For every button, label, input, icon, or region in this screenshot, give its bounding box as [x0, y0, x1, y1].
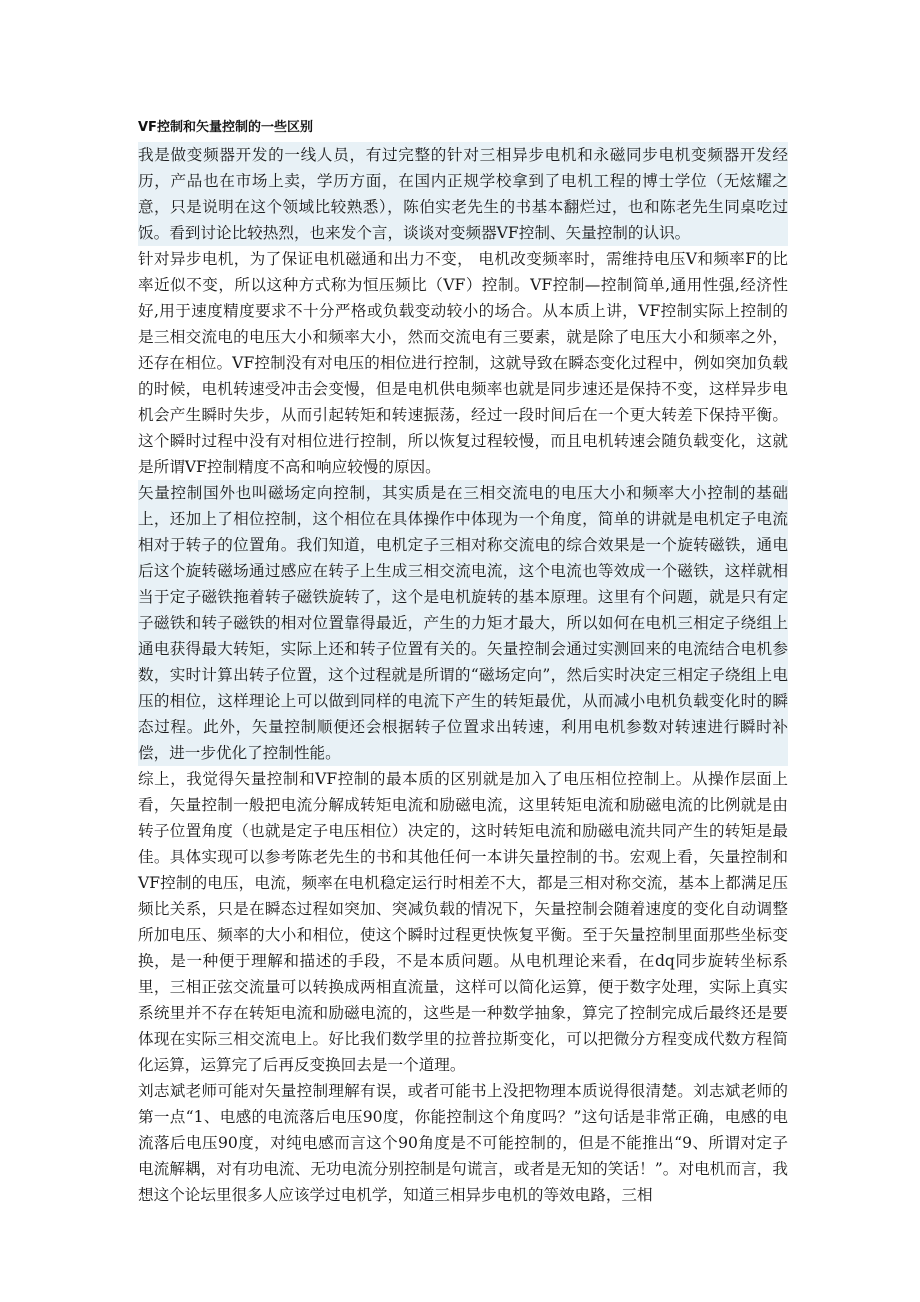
paragraph-intro: 我是做变频器开发的一线人员，有过完整的针对三相异步电机和永磁同步电机变频器开发经历，产品也在市场上卖，学历方面，在国内正规学校拿到了电机工程的博士学位（无炫耀之意，只是说明在这个领域比较熟悉），陈伯实老先生的书基本翻烂过，也和陈老先生同桌吃过饭。看到讨论比较热烈，也来发个言，谈谈对变频器VF控制、矢量控制的认识。: [138, 142, 788, 246]
paragraph-vf-control: 针对异步电机，为了保证电机磁通和出力不变， 电机改变频率时，需维持电压V和频率F的比率近似不变，所以这种方式称为恒压频比（VF）控制。VF控制—控制简单,通用性强,经济性好,用于速度精度要求不十分严格或负载变动较小的场合。从本质上讲，VF控制实际上控制的是三相交流电的电压大小和频率大小，然而交流电有三要素，就是除了电压大小和频率之外，还存在相位。VF控制没有对电压的相位进行控制，这就导致在瞬态变化过程中，例如突加负载的时候，电机转速受冲击会变慢，但是电机供电频率也就是同步速还是保持不变，这样异步电机会产生瞬时失步，从而引起转矩和转速振荡，经过一段时间后在一个更大转差下保持平衡。这个瞬时过程中没有对相位进行控制，所以恢复过程较慢，而且电机转速会随负载变化，这就是所谓VF控制精度不高和响应较慢的原因。: [138, 250, 788, 476]
paragraph-summary: 综上，我觉得矢量控制和VF控制的最本质的区别就是加入了电压相位控制上。从操作层面上看，矢量控制一般把电流分解成转矩电流和励磁电流，这里转矩电流和励磁电流的比例就是由转子位置角度（也就是定子电压相位）决定的，这时转矩电流和励磁电流共同产生的转矩是最佳。具体实现可以参考陈老先生的书和其他任何一本讲矢量控制的书。宏观上看，矢量控制和VF控制的电压，电流，频率在电机稳定运行时相差不大，都是三相对称交流，基本上都满足压频比关系，只是在瞬态过程如突加、突减负载的情况下，矢量控制会随着速度的变化自动调整所加电压、频率的大小和相位，使这个瞬时过程更快恢复平衡。至于矢量控制里面那些坐标变换，是一种便于理解和描述的手段，不是本质问题。从电机理论来看，在dq同步旋转坐标系里，三相正弦交流量可以转换成两相直流量，这样可以简化运算，便于数字处理，实际上真实系统里并不存在转矩电流和励磁电流的，这些是一种数学抽象，算完了控制完成后最终还是要体现在实际三相交流电上。好比我们数学里的拉普拉斯变化，可以把微分方程变成代数方程简化运算，运算完了后再反变换回去是一个道理。: [138, 770, 788, 1074]
paragraph-vector-control: 矢量控制国外也叫磁场定向控制，其实质是在三相交流电的电压大小和频率大小控制的基础上，还加上了相位控制，这个相位在具体操作中体现为一个角度，简单的讲就是电机定子电流相对于转子的位置角。我们知道，电机定子三相对称交流电的综合效果是一个旋转磁铁，通电后这个旋转磁场通过感应在转子上生成三相交流电流，这个电流也等效成一个磁铁，这样就相当于定子磁铁拖着转子磁铁旋转了，这个是电机旋转的基本原理。这里有个问题，就是只有定子磁铁和转子磁铁的相对位置靠得最近，产生的力矩才最大，所以如何在电机三相定子绕组上通电获得最大转矩，实际上还和转子位置有关的。矢量控制会通过实测回来的电流结合电机参数，实时计算出转子位置，这个过程就是所谓的“磁场定向”，然后实时决定三相定子绕组上电压的相位，这样理论上可以做到同样的电流下产生的转矩最优，从而减小电机负载变化时的瞬态过程。此外，矢量控制顺便还会根据转子位置求出转速，利用电机参数对转速进行瞬时补偿，进一步优化了控制性能。: [138, 480, 788, 766]
paragraph-reply: 刘志斌老师可能对矢量控制理解有误，或者可能书上没把物理本质说得很清楚。刘志斌老师的第一点“1、电感的电流落后电压90度，你能控制这个角度吗？”这句话是非常正确，电感的电流落后电压90度，对纯电感而言这个90角度是不可能控制的，但是不能推出“9、所谓对定子电流解耦，对有功电流、无功电流分别控制是句谎言，或者是无知的笑话！”。对电机而言，我想这个论坛里很多人应该学过电机学，知道三相异步电机的等效电路，三相: [138, 1082, 788, 1204]
document-page: [138, 118, 788, 1208]
document-title: VF控制和矢量控制的一些区别: [138, 120, 313, 135]
